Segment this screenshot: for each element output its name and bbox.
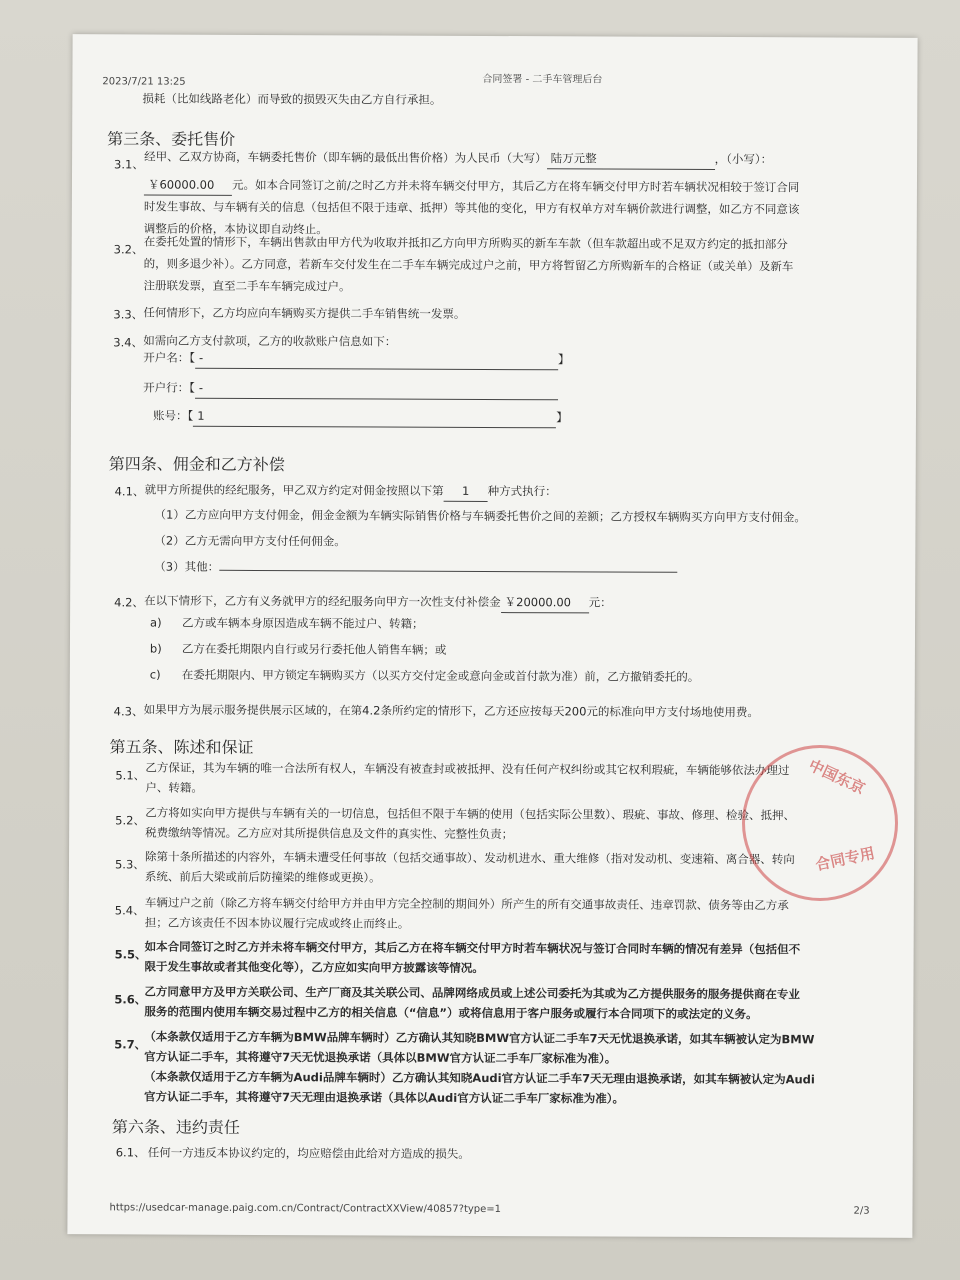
clause-3-4-number: 3.4、 <box>113 335 144 350</box>
clause-5-5-line1: 如本合同签订之时乙方并未将车辆交付甲方，其后乙方在将车辆交付甲方时若车辆状况与签订合同时车辆的情况有差异（包括但不 <box>144 939 801 957</box>
clause-5-3-line1: 除第十条所描述的内容外，车辆未遭受任何事故（包括交通事故）、发动机进水、重大维修（指对发动机、变速箱、离合器、转向 <box>145 849 795 867</box>
clause-3-1-line2: ￥60000.00 元。如本合同签订之前/之时乙方并未将车辆交付甲方，其后乙方在将车辆交付甲方时若车辆状况相较于签订合同 <box>144 174 799 198</box>
clause-5-4-line1: 车辆过户之前（除乙方将车辆交付给甲方并由甲方完全控制的期间外）所产生的所有交通事故责任、违章罚款、债务等由乙方承 <box>144 895 789 913</box>
clause-6-1-number: 6.1、 <box>115 1145 146 1160</box>
clause-3-1-line4: 调整后的价格，本协议即自动终止。 <box>143 221 328 237</box>
clause-5-7-line2: 官方认证二手车，其将遵守7天无忧退换承诺（具体以BMW官方认证二手车厂家标准为准）。 <box>144 1049 617 1066</box>
clause-5-4-line2: 担；乙方该责任不因本协议履行完成或终止而终止。 <box>144 915 410 931</box>
clause-3-1-line3: 时发生事故、与车辆有关的信息（包括但不限于违章、抵押）等其他的变化，甲方有权单方对车辆价款进行调整，如乙方不同意该 <box>143 199 800 217</box>
clause-4-3-number: 4.3、 <box>113 704 144 719</box>
seal-text-side: 合同专用 <box>813 843 877 875</box>
compensation-amount-field: ￥20000.00 <box>501 592 589 613</box>
clause-6-1-text: 任何一方违反本协议约定的，均应赔偿由此给对方造成的损失。 <box>147 1145 470 1161</box>
clause-5-5-number: 5.5、 <box>114 947 147 962</box>
clause-5-7-line1: （本条款仅适用于乙方车辆为BMW品牌车辆时）乙方确认其知晓BMW官方认证二手车7天无忧退换承诺，如其车辆被认定为BMW <box>144 1029 815 1047</box>
clause-5-2-line1: 乙方将如实向甲方提供与车辆有关的一切信息，包括但不限于车辆的使用（包括实际公里数）、瑕疵、事故、修理、检验、抵押、 <box>145 805 796 823</box>
commission-option-1: （1）乙方应向甲方支付佣金，佣金金额为车辆实际销售价格与车辆委托售价之间的差额；乙方授权车辆购买方向甲方支付佣金。 <box>154 507 806 525</box>
other-option-field <box>219 570 677 573</box>
clause-5-1-line1: 乙方保证，其为车辆的唯一合法所有权人，车辆没有被查封或被抵押、没有任何产权纠纷或其它权利瑕疵，车辆能够依法办理过 <box>145 760 790 778</box>
clause-3-4-text: 如需向乙方支付款项，乙方的收款账户信息如下： <box>143 333 397 349</box>
clause-5-1-line2: 户、转籍。 <box>145 780 203 795</box>
account-bank-row: 开户行：【 - <box>143 377 558 400</box>
amount-chinese-field: 陆万元整 <box>547 148 715 170</box>
case-a-text: 乙方或车辆本身原因造成车辆不能过户、转籍； <box>182 615 424 631</box>
clause-3-2-line2: 的，则多退少补）。乙方同意，若新车交付发生在二手车车辆完成过户之前，甲方将暂留乙方所购新车的合格证（或关单）及新车 <box>143 256 794 274</box>
clause-3-3-text: 任何情形下，乙方均应向车辆购买方提供二手车销售统一发票。 <box>143 305 466 321</box>
clause-5-2-line2: 税费缴纳等情况。乙方应对其所提供信息及文件的真实性、完整性负责； <box>145 825 514 842</box>
clause-5-5-line2: 限于发生事故或者其他变化等），乙方应如实向甲方披露该等情况。 <box>144 959 484 975</box>
clause-4-3-text: 如果甲方为展示服务提供展示区域的，在第4.2条所约定的情形下，乙方还应按每天200元的标准向甲方支付场地使用费。 <box>143 702 759 720</box>
clause-4-1-text: 就甲方所提供的经纪服务，甲乙双方约定对佣金按照以下第 1 种方式执行： <box>145 479 557 502</box>
section4-title: 第四条、佣金和乙方补偿 <box>108 454 285 475</box>
print-datetime: 2023/7/21 13:25 <box>102 76 186 88</box>
clause-5-6-number: 5.6、 <box>114 992 147 1007</box>
commission-option-3: （3）其他： <box>154 557 677 579</box>
clause-5-6-line2: 服务的范围内使用车辆交易过程中乙方的相关信息（“信息”）或将信息用于客户服务或履行本合同项下的或法定的义务。 <box>144 1004 758 1022</box>
clause-3-2-number: 3.2、 <box>113 242 144 257</box>
intro-line: 损耗（比如线路老化）而导致的损毁灭失由乙方自行承担。 <box>142 91 442 107</box>
clause-5-6-line1: 乙方同意甲方及甲方关联公司、生产厂商及其关联公司、品牌网络成员或上述公司委托为其或为乙方提供服务的服务提供商在专业 <box>144 984 800 1002</box>
account-name-row: 开户名：【 - 】 <box>143 347 569 370</box>
case-b-text: 乙方在委托期限内自行或另行委托他人销售车辆；或 <box>181 641 447 657</box>
commission-option-2: （2）乙方无需向甲方支付任何佣金。 <box>154 533 346 549</box>
clause-5-3-line2: 系统、前后大梁或前后防撞梁的维修或更换）。 <box>144 869 381 885</box>
case-c-label: c) <box>149 667 161 682</box>
clause-4-2-number: 4.2、 <box>114 595 144 610</box>
commission-option-field: 1 <box>444 481 488 502</box>
section6-title: 第六条、违约责任 <box>111 1117 240 1137</box>
clause-3-1-line1: 经甲、乙双方协商，车辆委托售价（即车辆的最低出售价格）为人民币（大写） 陆万元整 ，（小写）： <box>144 146 772 170</box>
company-seal <box>742 745 898 901</box>
amount-number-field: ￥60000.00 <box>144 174 232 195</box>
account-bank-value: - <box>195 378 558 401</box>
account-number-value: 1 <box>193 406 556 429</box>
clause-5-2-number: 5.2、 <box>115 813 146 828</box>
seal-text-top: 中国东京 <box>805 756 868 798</box>
account-name-value: - <box>195 348 558 371</box>
footer-url: https://usedcar-manage.paig.com.cn/Contract/ContractXXView/40857?type=1 <box>109 1202 502 1216</box>
clause-5-7-line3: （本条款仅适用于乙方车辆为Audi品牌车辆时）乙方确认其知晓Audi官方认证二手车7天无理由退换承诺，如其车辆被认定为Audi <box>144 1069 815 1087</box>
section3-title: 第三条、委托售价 <box>107 129 236 149</box>
clause-4-1-number: 4.1、 <box>114 484 145 499</box>
clause-5-3-number: 5.3、 <box>114 857 145 872</box>
clause-5-7-line4: 官方认证二手车，其将遵守7天无理由退换承诺（具体以Audi官方认证二手车厂家标准为准）。 <box>143 1089 625 1106</box>
clause-3-3-number: 3.3、 <box>113 307 144 322</box>
clause-5-1-number: 5.1、 <box>115 768 146 783</box>
case-b-label: b) <box>149 641 162 656</box>
case-a-label: a) <box>150 615 162 630</box>
account-number-row: 账号：【 1 】 <box>153 406 568 429</box>
section5-title: 第五条、陈述和保证 <box>109 737 254 757</box>
clause-3-2-line1: 在委托处置的情形下，车辆出售款由甲方代为收取并抵扣乙方向甲方所购买的新车车款（但车款超出或不足双方约定的抵扣部分 <box>143 234 788 252</box>
clause-3-1-number: 3.1、 <box>114 157 144 172</box>
clause-3-2-line3: 注册联发票，直至二手车车辆完成过户。 <box>143 278 351 294</box>
clause-4-2-text: 在以下情形下，乙方有义务就甲方的经纪服务向甲方一次性支付补偿金 ￥20000.00 元： <box>144 590 612 613</box>
clause-5-4-number: 5.4、 <box>114 903 145 918</box>
clause-5-7-number: 5.7、 <box>114 1037 147 1052</box>
print-title: 合同签署 - 二手车管理后台 <box>482 73 603 86</box>
case-c-text: 在委托期限内、甲方锁定车辆购买方（以买方交付定金或意向金或首付款为准）前，乙方撤销委托的。 <box>181 667 700 684</box>
page-number: 2/3 <box>853 1205 870 1217</box>
contract-page <box>67 34 917 1238</box>
